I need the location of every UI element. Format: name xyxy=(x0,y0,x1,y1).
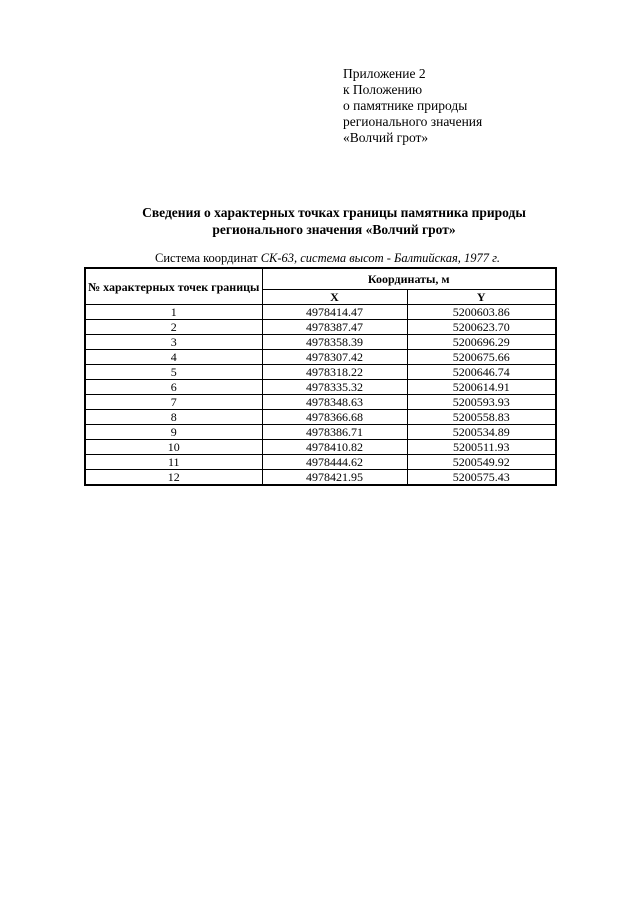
coordinate-system-value: СК-63, система высот - Балтийская, 1977 г. xyxy=(260,251,500,265)
y-coordinate-cell: 5200675.66 xyxy=(407,350,556,365)
y-coordinate-cell: 5200511.93 xyxy=(407,440,556,455)
point-number-cell: 10 xyxy=(85,440,262,455)
table-row xyxy=(85,365,556,380)
x-coordinate-cell: 4978358.39 xyxy=(262,335,407,350)
appendix-line: о памятнике природы xyxy=(343,98,468,113)
point-number-cell: 1 xyxy=(85,305,262,320)
appendix-line: к Положению xyxy=(343,82,423,97)
point-number-cell: 11 xyxy=(85,455,262,470)
point-number-cell: 5 xyxy=(85,365,262,380)
appendix-line: «Волчий грот» xyxy=(343,130,429,145)
y-coordinate-cell: 5200614.91 xyxy=(407,380,556,395)
x-coordinate-cell: 4978348.63 xyxy=(262,395,407,410)
y-coordinate-cell: 5200593.93 xyxy=(407,395,556,410)
y-coordinate-cell: 5200558.83 xyxy=(407,410,556,425)
y-coordinate-cell: 5200549.92 xyxy=(407,455,556,470)
x-coordinate-cell: 4978444.62 xyxy=(262,455,407,470)
header-point-number: № характерных точек границы xyxy=(85,268,262,305)
x-coordinate-cell: 4978318.22 xyxy=(262,365,407,380)
document-title xyxy=(60,204,608,238)
y-coordinate-cell: 5200623.70 xyxy=(407,320,556,335)
appendix-line: регионального значения xyxy=(343,114,483,129)
document-title-line: регионального значения «Волчий грот» xyxy=(212,222,456,237)
x-coordinate-cell: 4978387.47 xyxy=(262,320,407,335)
table-row xyxy=(85,380,556,395)
point-number-cell: 8 xyxy=(85,410,262,425)
y-coordinate-cell: 5200696.29 xyxy=(407,335,556,350)
point-number-cell: 4 xyxy=(85,350,262,365)
point-number-cell: 12 xyxy=(85,470,262,486)
x-coordinate-cell: 4978421.95 xyxy=(262,470,407,486)
boundary-points-table xyxy=(84,267,557,486)
x-coordinate-cell: 4978386.71 xyxy=(262,425,407,440)
header-coordinates: Координаты, м xyxy=(262,268,556,290)
point-number-cell: 9 xyxy=(85,425,262,440)
table-row xyxy=(85,425,556,440)
document-title-line: Сведения о характерных точках границы памятника природы xyxy=(142,205,526,220)
table-row xyxy=(85,395,556,410)
point-number-cell: 6 xyxy=(85,380,262,395)
x-coordinate-cell: 4978307.42 xyxy=(262,350,407,365)
table-row xyxy=(85,470,556,486)
appendix-line: Приложение 2 xyxy=(343,66,426,81)
table-row xyxy=(85,440,556,455)
point-number-cell: 2 xyxy=(85,320,262,335)
table-row xyxy=(85,350,556,365)
x-coordinate-cell: 4978366.68 xyxy=(262,410,407,425)
table-row xyxy=(85,455,556,470)
appendix-reference xyxy=(343,66,482,146)
table-row xyxy=(85,335,556,350)
y-coordinate-cell: 5200603.86 xyxy=(407,305,556,320)
y-coordinate-cell: 5200646.74 xyxy=(407,365,556,380)
y-coordinate-cell: 5200575.43 xyxy=(407,470,556,486)
table-row xyxy=(85,410,556,425)
y-coordinate-cell: 5200534.89 xyxy=(407,425,556,440)
table-row xyxy=(85,320,556,335)
coordinate-system-label: Система координат xyxy=(155,251,261,265)
coordinate-system-note xyxy=(84,251,500,265)
x-coordinate-cell: 4978410.82 xyxy=(262,440,407,455)
x-coordinate-cell: 4978335.32 xyxy=(262,380,407,395)
x-coordinate-cell: 4978414.47 xyxy=(262,305,407,320)
header-x: X xyxy=(262,290,407,305)
point-number-cell: 7 xyxy=(85,395,262,410)
table-row xyxy=(85,305,556,320)
header-y: Y xyxy=(407,290,556,305)
point-number-cell: 3 xyxy=(85,335,262,350)
